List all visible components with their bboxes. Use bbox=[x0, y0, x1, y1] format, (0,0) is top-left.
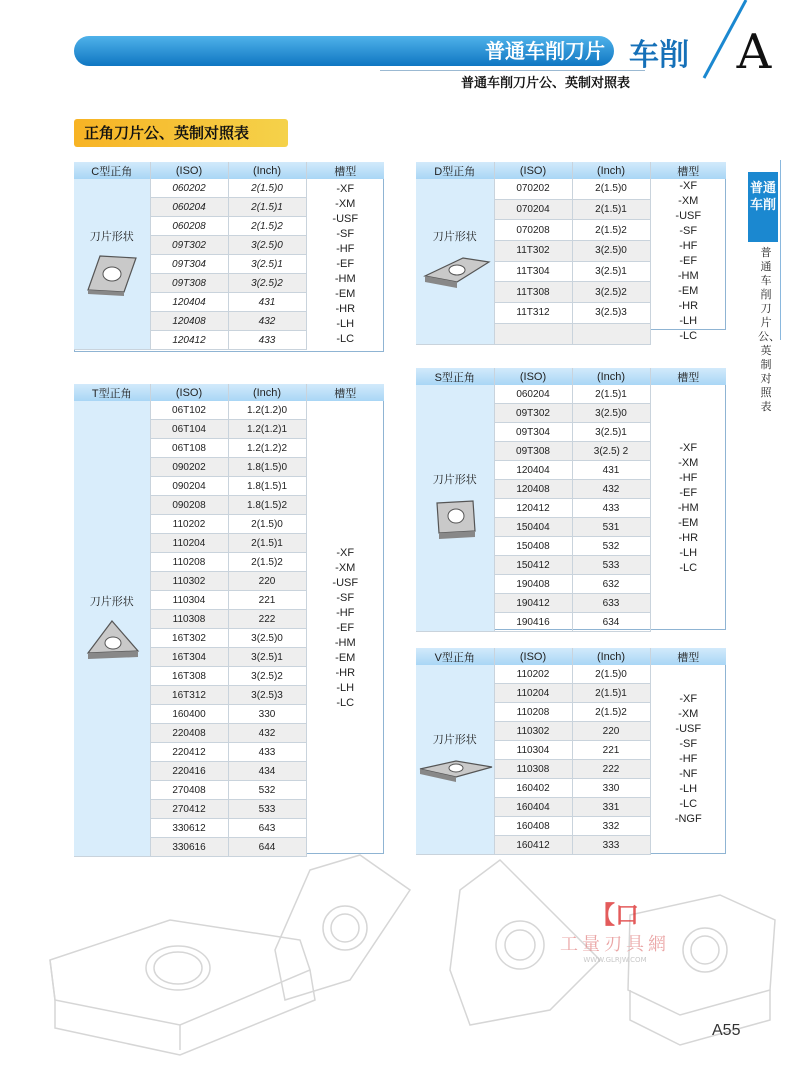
table-header-cell: S型正角 bbox=[416, 368, 494, 385]
inch-code-cell: 221 bbox=[228, 591, 306, 610]
groove-type: -HR bbox=[335, 302, 356, 315]
table-header-cell: C型正角 bbox=[74, 162, 150, 179]
groove-type: -XF bbox=[336, 182, 355, 195]
inch-code-cell: 2(1.5)2 bbox=[228, 217, 306, 236]
groove-type: -EF bbox=[336, 257, 355, 270]
table-header-cell: (Inch) bbox=[228, 384, 306, 401]
iso-code-cell: 06T108 bbox=[150, 439, 228, 458]
groove-type: -USF bbox=[332, 212, 359, 225]
groove-type: -LC bbox=[679, 561, 698, 574]
inch-code-cell: 431 bbox=[572, 461, 650, 480]
inch-code-cell: 634 bbox=[572, 613, 650, 632]
shape-label: 刀片形状 bbox=[89, 596, 134, 608]
iso-code-cell: 090208 bbox=[150, 496, 228, 515]
iso-code-cell: 16T302 bbox=[150, 629, 228, 648]
iso-code-cell: 09T302 bbox=[494, 404, 572, 423]
inch-code-cell: 3(2.5)1 bbox=[572, 261, 650, 282]
iso-code-cell: 190408 bbox=[494, 575, 572, 594]
iso-code-cell: 160402 bbox=[494, 779, 572, 798]
inch-code-cell: 2(1.5)2 bbox=[228, 553, 306, 572]
groove-type: -XF bbox=[679, 441, 698, 454]
iso-code-cell: 220412 bbox=[150, 743, 228, 762]
groove-type: -EM bbox=[678, 285, 699, 297]
inch-code-cell: 3(2.5)3 bbox=[228, 686, 306, 705]
header-subtitle: 普通车削刀片公、英制对照表 bbox=[460, 76, 630, 91]
groove-type: -SF bbox=[679, 225, 698, 237]
iso-code-cell: 120408 bbox=[494, 480, 572, 499]
inch-code-cell: 2(1.5)1 bbox=[572, 385, 650, 404]
table-v bbox=[416, 648, 726, 855]
iso-code-cell: 110208 bbox=[150, 553, 228, 572]
inch-code-cell: 2(1.5)0 bbox=[228, 179, 306, 198]
groove-type: -XF bbox=[336, 547, 355, 560]
iso-code-cell: 16T312 bbox=[150, 686, 228, 705]
inch-code-cell: 533 bbox=[572, 556, 650, 575]
inch-code-cell: 2(1.5)2 bbox=[572, 220, 650, 241]
iso-code-cell: 120412 bbox=[494, 499, 572, 518]
inch-code-cell: 3(2.5) 2 bbox=[572, 442, 650, 461]
iso-code-cell: 110202 bbox=[494, 665, 572, 684]
table-header-cell: T型正角 bbox=[74, 384, 150, 401]
iso-code-cell: 150412 bbox=[494, 556, 572, 575]
inch-code-cell: 644 bbox=[228, 838, 306, 857]
iso-code-cell bbox=[494, 323, 572, 344]
groove-type: -XM bbox=[678, 708, 699, 721]
inch-code-cell: 332 bbox=[572, 817, 650, 836]
groove-type: -HF bbox=[679, 240, 698, 252]
groove-type: -HM bbox=[334, 637, 356, 650]
groove-type: -LC bbox=[336, 332, 355, 345]
header-title: 普通车削刀片 bbox=[485, 39, 605, 63]
groove-type: -HR bbox=[678, 300, 699, 312]
groove-type: -HM bbox=[677, 501, 699, 514]
side-divider bbox=[780, 160, 781, 340]
section-title: 正角刀片公、英制对照表 bbox=[74, 119, 288, 147]
insert-d-shape-icon bbox=[416, 252, 494, 295]
table-header-cell: (ISO) bbox=[494, 368, 572, 385]
inch-code-cell: 220 bbox=[228, 572, 306, 591]
groove-cell bbox=[650, 179, 726, 344]
inch-code-cell: 1.8(1.5)1 bbox=[228, 477, 306, 496]
groove-type: -HF bbox=[336, 607, 355, 620]
iso-code-cell: 120404 bbox=[494, 461, 572, 480]
iso-code-cell: 120412 bbox=[150, 331, 228, 350]
shape-cell bbox=[416, 179, 494, 344]
inch-code-cell: 330 bbox=[572, 779, 650, 798]
groove-type: -NF bbox=[679, 768, 698, 781]
inch-code-cell: 2(1.5)2 bbox=[572, 703, 650, 722]
groove-type: -XM bbox=[678, 195, 699, 207]
watermark bbox=[540, 895, 690, 964]
iso-code-cell: 060208 bbox=[150, 217, 228, 236]
iso-code-cell: 330616 bbox=[150, 838, 228, 857]
table-header-cell: (Inch) bbox=[228, 162, 306, 179]
iso-code-cell: 110304 bbox=[494, 741, 572, 760]
groove-type: -LH bbox=[336, 682, 355, 695]
inch-code-cell: 432 bbox=[228, 312, 306, 331]
table-header-cell: (ISO) bbox=[494, 162, 572, 179]
groove-type: -LH bbox=[679, 546, 698, 559]
iso-code-cell: 070208 bbox=[494, 220, 572, 241]
table-header-row bbox=[74, 384, 384, 401]
inch-code-cell: 531 bbox=[572, 518, 650, 537]
iso-code-cell: 09T304 bbox=[494, 423, 572, 442]
iso-code-cell: 09T308 bbox=[494, 442, 572, 461]
groove-type: -HM bbox=[334, 272, 356, 285]
shape-label: 刀片形状 bbox=[432, 230, 477, 243]
iso-code-cell: 110308 bbox=[494, 760, 572, 779]
inch-code-cell: 3(2.5)1 bbox=[572, 423, 650, 442]
iso-code-cell: 220416 bbox=[150, 762, 228, 781]
insert-t-shape-icon bbox=[74, 617, 150, 664]
inch-code-cell: 2(1.5)1 bbox=[228, 534, 306, 553]
inch-code-cell: 3(2.5)0 bbox=[228, 236, 306, 255]
iso-code-cell: 09T302 bbox=[150, 236, 228, 255]
table-header-cell: (Inch) bbox=[572, 368, 650, 385]
groove-type: -EM bbox=[335, 652, 356, 665]
table-header-cell: 槽型 bbox=[306, 384, 384, 401]
table-header-cell: (ISO) bbox=[494, 648, 572, 665]
inch-code-cell: 2(1.5)0 bbox=[228, 515, 306, 534]
iso-code-cell: 110304 bbox=[150, 591, 228, 610]
table-row bbox=[416, 179, 726, 199]
groove-type: -LC bbox=[679, 798, 698, 811]
table-s bbox=[416, 368, 726, 632]
table-header-cell: 槽型 bbox=[306, 162, 384, 179]
iso-code-cell: 110208 bbox=[494, 703, 572, 722]
inch-code-cell: 3(2.5)0 bbox=[572, 404, 650, 423]
iso-code-cell: 160404 bbox=[494, 798, 572, 817]
table-header-cell: (ISO) bbox=[150, 384, 228, 401]
groove-type: -USF bbox=[675, 723, 702, 736]
inch-code-cell: 3(2.5)1 bbox=[228, 648, 306, 667]
inch-code-cell: 3(2.5)2 bbox=[228, 274, 306, 293]
groove-type: -USF bbox=[675, 210, 702, 222]
inch-code-cell: 432 bbox=[572, 480, 650, 499]
inch-code-cell: 433 bbox=[228, 331, 306, 350]
inch-code-cell: 643 bbox=[228, 819, 306, 838]
inch-code-cell: 2(1.5)0 bbox=[572, 179, 650, 199]
table-header-row bbox=[416, 368, 726, 385]
inch-code-cell: 433 bbox=[228, 743, 306, 762]
iso-code-cell: 070202 bbox=[494, 179, 572, 199]
watermark-logo: 【口 bbox=[591, 901, 639, 929]
inch-code-cell: 2(1.5)1 bbox=[228, 198, 306, 217]
table-row bbox=[416, 385, 726, 404]
groove-type: -SF bbox=[336, 227, 355, 240]
inch-code-cell: 532 bbox=[572, 537, 650, 556]
inch-code-cell: 633 bbox=[572, 594, 650, 613]
table-header-cell: (ISO) bbox=[150, 162, 228, 179]
iso-code-cell: 06T104 bbox=[150, 420, 228, 439]
inch-code-cell: 1.2(1.2)0 bbox=[228, 401, 306, 420]
inch-code-cell: 3(2.5)0 bbox=[228, 629, 306, 648]
iso-code-cell: 270412 bbox=[150, 800, 228, 819]
inch-code-cell: 533 bbox=[228, 800, 306, 819]
iso-code-cell: 150408 bbox=[494, 537, 572, 556]
watermark-text: 工量刃具網 bbox=[560, 934, 670, 955]
inch-code-cell: 3(2.5)1 bbox=[228, 255, 306, 274]
table-t bbox=[74, 384, 384, 857]
table-row bbox=[74, 179, 384, 198]
inch-code-cell: 2(1.5)0 bbox=[572, 665, 650, 684]
iso-code-cell: 160408 bbox=[494, 817, 572, 836]
inch-code-cell: 3(2.5)3 bbox=[572, 303, 650, 324]
inch-code-cell: 1.2(1.2)1 bbox=[228, 420, 306, 439]
iso-code-cell: 220408 bbox=[150, 724, 228, 743]
side-tab-label: 普通车削刀片公、英制对照表 bbox=[758, 246, 780, 413]
shape-cell bbox=[416, 665, 494, 855]
iso-code-cell: 160400 bbox=[150, 705, 228, 724]
table-header-cell: (Inch) bbox=[572, 648, 650, 665]
shape-label: 刀片形状 bbox=[432, 473, 477, 486]
groove-type: -XF bbox=[679, 693, 698, 706]
insert-c-shape-icon bbox=[74, 252, 150, 301]
iso-code-cell: 120408 bbox=[150, 312, 228, 331]
inch-code-cell: 333 bbox=[572, 836, 650, 855]
iso-code-cell: 270408 bbox=[150, 781, 228, 800]
inch-code-cell: 2(1.5)1 bbox=[572, 684, 650, 703]
inch-code-cell: 3(2.5)2 bbox=[572, 282, 650, 303]
inch-code-cell: 434 bbox=[228, 762, 306, 781]
iso-code-cell: 09T308 bbox=[150, 274, 228, 293]
table-row bbox=[416, 665, 726, 684]
inch-code-cell: 632 bbox=[572, 575, 650, 594]
insert-s-shape-icon bbox=[416, 495, 494, 546]
groove-type: -LH bbox=[336, 317, 355, 330]
table-header-cell: 槽型 bbox=[650, 368, 726, 385]
table-d bbox=[416, 162, 726, 345]
groove-type: -HF bbox=[679, 471, 698, 484]
watermark-url: WWW.GLRJW.COM bbox=[583, 956, 647, 964]
table-header-row bbox=[416, 162, 726, 179]
shape-label: 刀片形状 bbox=[432, 734, 477, 746]
table-header-cell: 槽型 bbox=[650, 648, 726, 665]
groove-type: -LH bbox=[679, 783, 698, 796]
table-header-cell: (Inch) bbox=[572, 162, 650, 179]
iso-code-cell: 090204 bbox=[150, 477, 228, 496]
inch-code-cell: 532 bbox=[228, 781, 306, 800]
iso-code-cell: 090202 bbox=[150, 458, 228, 477]
iso-code-cell: 190412 bbox=[494, 594, 572, 613]
iso-code-cell: 16T304 bbox=[150, 648, 228, 667]
inch-code-cell: 433 bbox=[572, 499, 650, 518]
iso-code-cell: 110302 bbox=[150, 572, 228, 591]
iso-code-cell: 160412 bbox=[494, 836, 572, 855]
inch-code-cell: 1.8(1.5)0 bbox=[228, 458, 306, 477]
page-number: A55 bbox=[712, 1022, 741, 1039]
iso-code-cell: 11T312 bbox=[494, 303, 572, 324]
groove-type: -NGF bbox=[674, 813, 702, 826]
groove-type: -HF bbox=[679, 753, 698, 766]
table-row bbox=[74, 401, 384, 420]
inch-code-cell: 331 bbox=[572, 798, 650, 817]
iso-code-cell: 060204 bbox=[494, 385, 572, 404]
inch-code-cell: 3(2.5)0 bbox=[572, 241, 650, 262]
iso-code-cell: 330612 bbox=[150, 819, 228, 838]
groove-type: -EF bbox=[679, 486, 698, 499]
iso-code-cell: 11T308 bbox=[494, 282, 572, 303]
iso-code-cell: 110308 bbox=[150, 610, 228, 629]
table-c bbox=[74, 162, 384, 350]
table-header-cell: D型正角 bbox=[416, 162, 494, 179]
groove-type: -EM bbox=[678, 516, 699, 529]
iso-code-cell: 11T302 bbox=[494, 241, 572, 262]
groove-type: -HR bbox=[678, 531, 699, 544]
groove-type: -HR bbox=[335, 667, 356, 680]
shape-label: 刀片形状 bbox=[89, 230, 134, 243]
iso-code-cell: 110302 bbox=[494, 722, 572, 741]
iso-code-cell: 120404 bbox=[150, 293, 228, 312]
insert-v-shape-icon bbox=[416, 755, 494, 788]
groove-cell bbox=[650, 385, 726, 632]
groove-type: -LC bbox=[679, 330, 698, 342]
iso-code-cell: 09T304 bbox=[150, 255, 228, 274]
iso-code-cell: 110204 bbox=[150, 534, 228, 553]
groove-type: -SF bbox=[336, 592, 355, 605]
groove-type: -HM bbox=[677, 270, 699, 282]
inch-code-cell: 431 bbox=[228, 293, 306, 312]
groove-type: -XF bbox=[679, 180, 698, 192]
table-header-row bbox=[74, 162, 384, 179]
groove-type: -XM bbox=[335, 197, 356, 210]
section-name: 车削 bbox=[629, 38, 689, 73]
shape-cell bbox=[74, 401, 150, 857]
inch-code-cell: 330 bbox=[228, 705, 306, 724]
groove-cell bbox=[650, 665, 726, 855]
inch-code-cell: 3(2.5)2 bbox=[228, 667, 306, 686]
shape-cell bbox=[416, 385, 494, 632]
iso-code-cell: 110204 bbox=[494, 684, 572, 703]
groove-cell bbox=[306, 401, 384, 857]
iso-code-cell: 110202 bbox=[150, 515, 228, 534]
groove-type: -USF bbox=[332, 577, 359, 590]
iso-code-cell: 150404 bbox=[494, 518, 572, 537]
iso-code-cell: 060204 bbox=[150, 198, 228, 217]
groove-type: -SF bbox=[679, 738, 698, 751]
table-header-cell: 槽型 bbox=[650, 162, 726, 179]
side-tab-active[interactable]: 普通车削 bbox=[748, 172, 778, 242]
inch-code-cell: 432 bbox=[228, 724, 306, 743]
iso-code-cell: 16T308 bbox=[150, 667, 228, 686]
groove-type: -HF bbox=[336, 242, 355, 255]
inch-code-cell: 222 bbox=[572, 760, 650, 779]
inch-code-cell: 222 bbox=[228, 610, 306, 629]
groove-cell bbox=[306, 179, 384, 350]
groove-type: -LH bbox=[679, 315, 698, 327]
groove-type: -XM bbox=[335, 562, 356, 575]
iso-code-cell: 190416 bbox=[494, 613, 572, 632]
table-header-cell: V型正角 bbox=[416, 648, 494, 665]
iso-code-cell: 06T102 bbox=[150, 401, 228, 420]
table-header-row bbox=[416, 648, 726, 665]
iso-code-cell: 11T304 bbox=[494, 261, 572, 282]
groove-type: -EF bbox=[336, 622, 355, 635]
iso-code-cell: 070204 bbox=[494, 199, 572, 220]
chapter-letter: A bbox=[736, 24, 772, 80]
inch-code-cell: 220 bbox=[572, 722, 650, 741]
groove-type: -EF bbox=[679, 255, 698, 267]
groove-type: -LC bbox=[336, 697, 355, 710]
inch-code-cell: 2(1.5)1 bbox=[572, 199, 650, 220]
shape-cell bbox=[74, 179, 150, 350]
inch-code-cell: 221 bbox=[572, 741, 650, 760]
groove-type: -XM bbox=[678, 456, 699, 469]
inch-code-cell: 1.8(1.5)2 bbox=[228, 496, 306, 515]
inch-code-cell: 1.2(1.2)2 bbox=[228, 439, 306, 458]
iso-code-cell: 060202 bbox=[150, 179, 228, 198]
inch-code-cell bbox=[572, 323, 650, 344]
groove-type: -EM bbox=[335, 287, 356, 300]
